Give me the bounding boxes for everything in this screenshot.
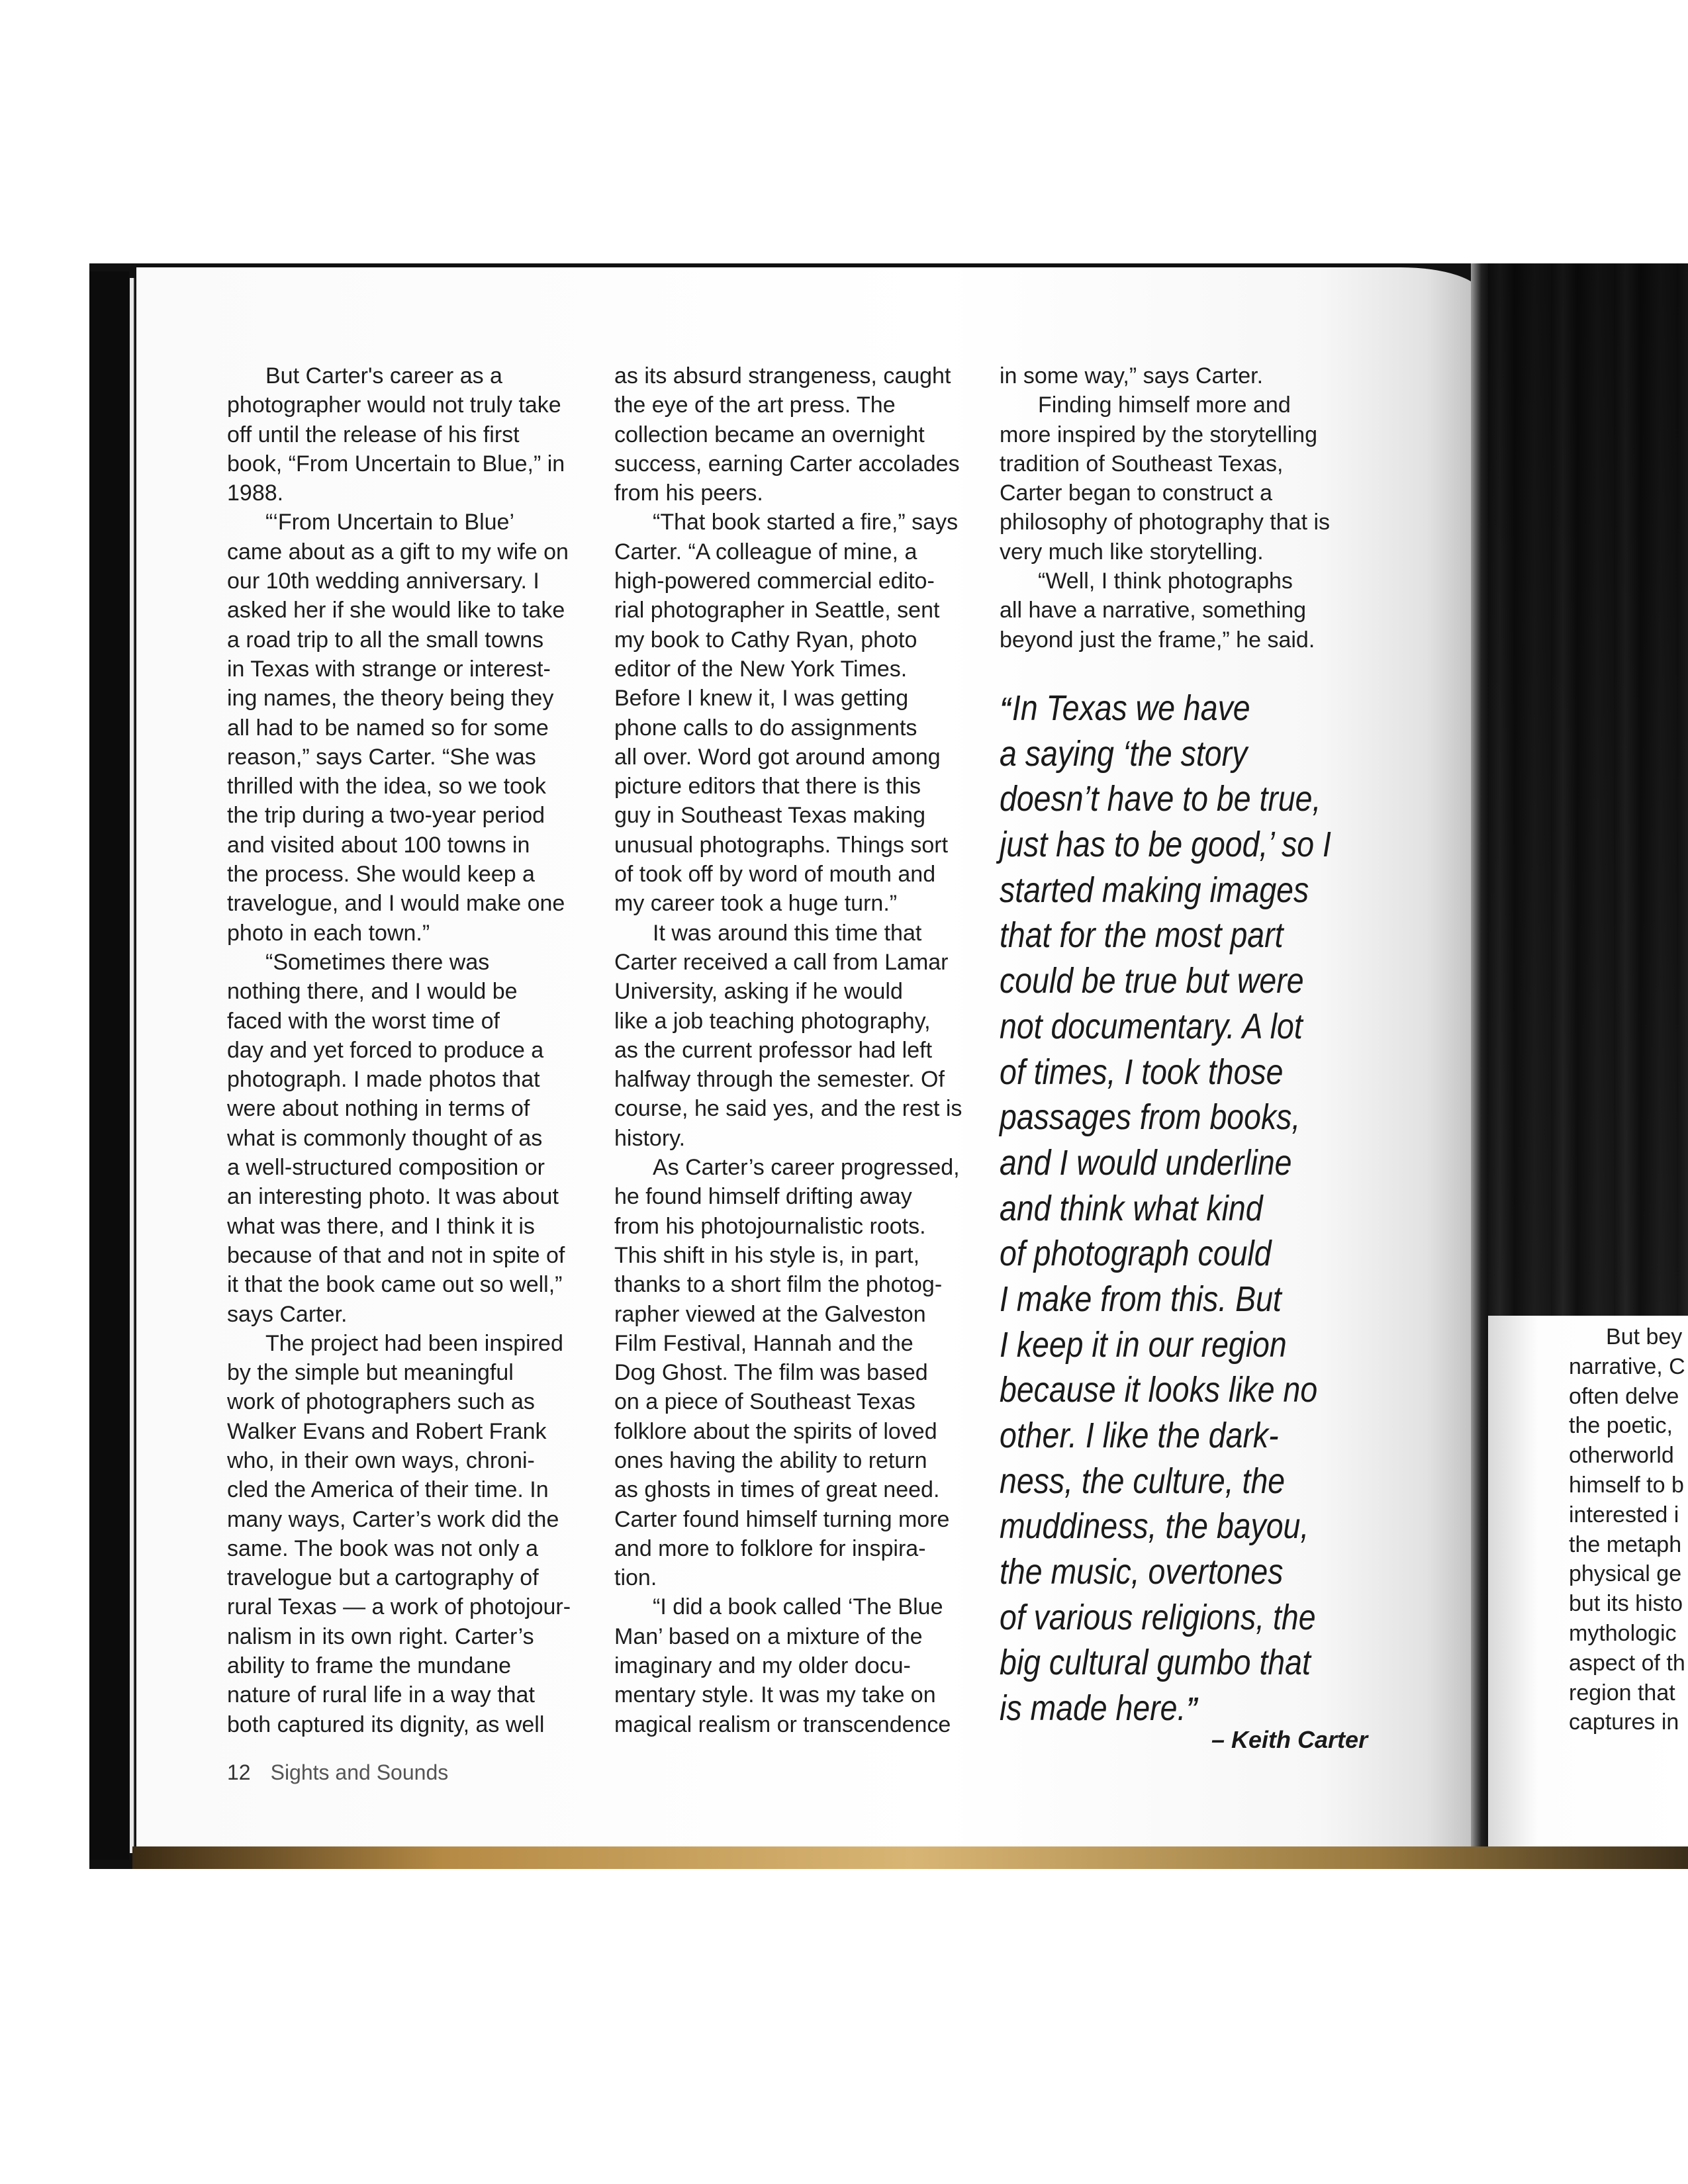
pull-quote-line xyxy=(1000,958,1331,1004)
pull-quote-line xyxy=(1000,1595,1331,1641)
text-line: what was there, and I think it is xyxy=(227,1213,535,1239)
text-line: nothing there, and I would be xyxy=(227,979,518,1005)
pull-quote-line xyxy=(1000,1140,1331,1186)
pull-quote-text: muddiness, the bayou, xyxy=(1000,1506,1309,1547)
text-line: philosophy of photography that is xyxy=(1000,510,1331,535)
pull-quote-line xyxy=(1000,822,1331,868)
text-line: on a piece of Southeast Texas xyxy=(614,1389,915,1415)
text-line: otherworld xyxy=(1569,1443,1674,1469)
text-line: ing names, the theory being they xyxy=(227,686,554,711)
text-line: thanks to a short film the photog- xyxy=(614,1272,943,1298)
text-line: a road trip to all the small towns xyxy=(227,627,544,653)
text-line: faced with the worst time of xyxy=(227,1008,500,1034)
pull-quote-line xyxy=(1000,1231,1331,1277)
pull-quote-line xyxy=(1000,1459,1331,1504)
text-line: aspect of th xyxy=(1569,1650,1685,1676)
text-line: rapher viewed at the Galveston xyxy=(614,1301,926,1327)
text-line: “I did a book called ‘The Blue xyxy=(653,1594,943,1620)
pull-quote-line xyxy=(1000,868,1331,913)
pull-quote-line xyxy=(1000,686,1331,731)
pull-quote-attribution: – Keith Carter xyxy=(1211,1726,1368,1753)
text-line: what is commonly thought of as xyxy=(227,1125,543,1151)
pull-quote-text: big cultural gumbo that xyxy=(1000,1643,1311,1683)
pull-quote-text: just has to be good,’ so I xyxy=(1000,825,1331,865)
facing-page-photo xyxy=(1488,263,1688,1316)
pull-quote-text: could be true but were xyxy=(1000,961,1304,1001)
pull-quote-text: of times, I took those xyxy=(1000,1052,1284,1092)
article-column-3 xyxy=(1000,361,1330,655)
text-line: tion. xyxy=(614,1565,657,1591)
pull-quote-text: a saying ‘the story xyxy=(1000,733,1248,774)
text-line: Finding himself more and xyxy=(1038,392,1291,418)
text-line: Film Festival, Hannah and the xyxy=(614,1330,914,1356)
text-line: the eye of the art press. The xyxy=(614,392,896,418)
text-line: as ghosts in times of great need. xyxy=(614,1477,940,1503)
text-line: Carter found himself turning more xyxy=(614,1506,950,1532)
text-line: same. The book was not only a xyxy=(227,1535,538,1561)
pull-quote-line xyxy=(1000,1367,1331,1413)
text-line: who, in their own ways, chroni- xyxy=(227,1447,535,1473)
book-left-edge xyxy=(89,271,129,1860)
text-line: As Carter’s career progressed, xyxy=(653,1155,960,1181)
pull-quote-text: doesn’t have to be true, xyxy=(1000,779,1321,819)
text-line: both captured its dignity, as well xyxy=(227,1711,545,1737)
text-line: all had to be named so for some xyxy=(227,715,549,741)
page-footer xyxy=(227,1760,448,1785)
text-line: the trip during a two-year period xyxy=(227,803,545,829)
text-line: magical realism or transcendence xyxy=(614,1711,951,1737)
text-line: 1988. xyxy=(227,480,284,506)
text-line: success, earning Carter accolades xyxy=(614,451,960,477)
text-line: my book to Cathy Ryan, photo xyxy=(614,627,917,653)
text-line: like a job teaching photography, xyxy=(614,1008,931,1034)
text-line: region that xyxy=(1569,1680,1675,1706)
text-line: collection became an overnight xyxy=(614,422,925,447)
text-line: says Carter. xyxy=(227,1301,348,1327)
text-line: “Well, I think photographs xyxy=(1038,569,1293,594)
text-line: he found himself drifting away xyxy=(614,1184,912,1210)
text-line: interested i xyxy=(1569,1502,1679,1527)
text-line: ability to frame the mundane xyxy=(227,1653,512,1679)
text-line: Man’ based on a mixture of the xyxy=(614,1623,923,1649)
text-line: came about as a gift to my wife on xyxy=(227,539,569,565)
text-line: from his photojournalistic roots. xyxy=(614,1213,926,1239)
text-line: mentary style. It was my take on xyxy=(614,1682,936,1708)
text-line: photograph. I made photos that xyxy=(227,1067,540,1093)
text-line: as its absurd strangeness, caught xyxy=(614,363,951,388)
text-line: narrative, C xyxy=(1569,1353,1685,1379)
pull-quote-text: passages from books, xyxy=(1000,1097,1301,1138)
text-line: ones having the ability to return xyxy=(614,1447,927,1473)
text-line: travelogue, and I would make one xyxy=(227,891,565,917)
text-line: himself to b xyxy=(1569,1472,1684,1498)
text-line: nature of rural life in a way that xyxy=(227,1682,535,1708)
text-line: mythologic xyxy=(1569,1620,1677,1646)
text-line: by the simple but meaningful xyxy=(227,1360,514,1386)
pull-quote-text: started making images xyxy=(1000,870,1309,910)
text-line: Before I knew it, I was getting xyxy=(614,686,909,711)
text-line: but its histo xyxy=(1569,1591,1683,1617)
text-line: book, “From Uncertain to Blue,” in xyxy=(227,451,565,477)
text-line: reason,” says Carter. “She was xyxy=(227,744,536,770)
text-line: Carter began to construct a xyxy=(1000,480,1273,506)
pull-quote-line xyxy=(1000,1504,1331,1549)
text-line: folklore about the spirits of loved xyxy=(614,1418,937,1444)
text-line: photographer would not truly take xyxy=(227,392,561,418)
pull-quote-text: not documentary. A lot xyxy=(1000,1006,1303,1046)
text-line: very much like storytelling. xyxy=(1000,539,1264,565)
close-quote-mark: ” xyxy=(1186,1692,1199,1725)
text-line: phone calls to do assignments xyxy=(614,715,917,741)
book-spine xyxy=(1471,263,1488,1852)
text-line: rial photographer in Seattle, sent xyxy=(614,598,940,623)
text-line: more inspired by the storytelling xyxy=(1000,422,1318,447)
pull-quote-line xyxy=(1000,1686,1331,1731)
text-line: an interesting photo. It was about xyxy=(227,1184,559,1210)
pull-quote-line xyxy=(1000,1186,1331,1232)
text-line: asked her if she would like to take xyxy=(227,598,565,623)
text-line: Carter. “A colleague of mine, a xyxy=(614,539,917,565)
pull-quote-line xyxy=(1000,1004,1331,1050)
text-line: it that the book came out so well,” xyxy=(227,1272,563,1298)
text-line: picture editors that there is this xyxy=(614,774,921,799)
text-line: my career took a huge turn.” xyxy=(614,891,898,917)
pull-quote xyxy=(1000,686,1331,1731)
article-column-2 xyxy=(614,361,962,1739)
text-line: Dog Ghost. The film was based xyxy=(614,1360,928,1386)
text-line: the metaph xyxy=(1569,1531,1682,1557)
pull-quote-text: other. I like the dark- xyxy=(1000,1416,1279,1455)
text-line: Carter received a call from Lamar xyxy=(614,949,949,975)
text-line: editor of the New York Times. xyxy=(614,656,908,682)
open-quote-mark: “ xyxy=(1000,692,1012,724)
publication-name: Sights and Sounds xyxy=(270,1760,449,1784)
text-line: the process. She would keep a xyxy=(227,862,535,887)
text-line: the poetic, xyxy=(1569,1413,1673,1439)
text-line: “That book started a fire,” says xyxy=(653,510,959,535)
pull-quote-line xyxy=(1000,1322,1331,1368)
text-line: a well-structured composition or xyxy=(227,1155,545,1181)
pull-quote-text: of photograph could xyxy=(1000,1234,1272,1274)
text-line: beyond just the frame,” he said. xyxy=(1000,627,1315,653)
text-line: captures in xyxy=(1569,1709,1679,1735)
text-line: and visited about 100 towns in xyxy=(227,832,530,858)
pull-quote-text: is made here. xyxy=(1000,1688,1186,1729)
pull-quote-text: I keep it in our region xyxy=(1000,1324,1287,1365)
pull-quote-text: that for the most part xyxy=(1000,915,1284,956)
text-line: Walker Evans and Robert Frank xyxy=(227,1418,547,1444)
text-line: in some way,” says Carter. xyxy=(1000,363,1264,388)
pull-quote-line xyxy=(1000,1549,1331,1595)
text-line: thrilled with the idea, so we took xyxy=(227,774,546,799)
text-line: and more to folklore for inspira- xyxy=(614,1535,926,1561)
pull-quote-text: I make from this. But xyxy=(1000,1279,1282,1319)
pull-quote-text: because it looks like no xyxy=(1000,1370,1318,1410)
book-bottom-edge xyxy=(132,1846,1688,1869)
pull-quote-text: ness, the culture, the xyxy=(1000,1461,1286,1501)
pull-quote-line xyxy=(1000,1413,1331,1459)
text-line: all have a narrative, something xyxy=(1000,598,1307,623)
text-line: of took off by word of mouth and xyxy=(614,862,936,887)
text-line: from his peers. xyxy=(614,480,763,506)
pull-quote-line xyxy=(1000,1050,1331,1095)
text-line: many ways, Carter’s work did the xyxy=(227,1506,559,1532)
text-line: guy in Southeast Texas making xyxy=(614,803,925,829)
text-line: our 10th wedding anniversary. I xyxy=(227,569,539,594)
text-line: unusual photographs. Things sort xyxy=(614,832,949,858)
text-line: because of that and not in spite of xyxy=(227,1242,565,1268)
pull-quote-line xyxy=(1000,1095,1331,1140)
text-line: “Sometimes there was xyxy=(265,949,490,975)
text-line: course, he said yes, and the rest is xyxy=(614,1096,962,1122)
text-line: work of photographers such as xyxy=(227,1389,535,1415)
facing-page-column xyxy=(1569,1322,1685,1737)
text-line: off until the release of his first xyxy=(227,422,520,447)
pull-quote-text: In Texas we have xyxy=(1011,688,1250,728)
pull-quote-text: and I would underline xyxy=(1000,1142,1292,1183)
text-line: travelogue but a cartography of xyxy=(227,1565,539,1591)
page-number: 12 xyxy=(227,1760,251,1784)
text-line: But Carter's career as a xyxy=(265,363,502,388)
text-line: But bey xyxy=(1606,1324,1683,1349)
text-line: physical ge xyxy=(1569,1561,1682,1587)
pull-quote-line xyxy=(1000,913,1331,958)
text-line: “‘From Uncertain to Blue’ xyxy=(265,510,515,535)
pull-quote-text: and think what kind xyxy=(1000,1188,1263,1228)
text-line: rural Texas — a work of photojour- xyxy=(227,1594,571,1620)
text-line: day and yet forced to produce a xyxy=(227,1037,544,1063)
pull-quote-line xyxy=(1000,1277,1331,1322)
text-line: University, asking if he would xyxy=(614,979,903,1005)
text-line: were about nothing in terms of xyxy=(227,1096,530,1122)
pull-quote-line xyxy=(1000,776,1331,822)
text-line: halfway through the semester. Of xyxy=(614,1067,945,1093)
text-line: imaginary and my older docu- xyxy=(614,1653,911,1679)
text-line: in Texas with strange or interest- xyxy=(227,656,551,682)
text-line: tradition of Southeast Texas, xyxy=(1000,451,1284,477)
text-line: high-powered commercial edito- xyxy=(614,569,935,594)
pull-quote-line xyxy=(1000,731,1331,777)
text-line: history. xyxy=(614,1125,686,1151)
pull-quote-line xyxy=(1000,1640,1331,1686)
pull-quote-text: of various religions, the xyxy=(1000,1597,1316,1637)
page-edge xyxy=(130,278,135,1853)
text-line: all over. Word got around among xyxy=(614,744,941,770)
text-line: often delve xyxy=(1569,1383,1679,1409)
text-line: cled the America of their time. In xyxy=(227,1477,549,1503)
text-line: photo in each town.” xyxy=(227,920,430,946)
text-line: This shift in his style is, in part, xyxy=(614,1242,920,1268)
pull-quote-text: the music, overtones xyxy=(1000,1552,1284,1592)
text-line: nalism in its own right. Carter’s xyxy=(227,1623,534,1649)
text-line: as the current professor had left xyxy=(614,1037,933,1063)
text-line: The project had been inspired xyxy=(265,1330,563,1356)
article-column-1 xyxy=(227,361,571,1739)
text-line: It was around this time that xyxy=(653,920,922,946)
